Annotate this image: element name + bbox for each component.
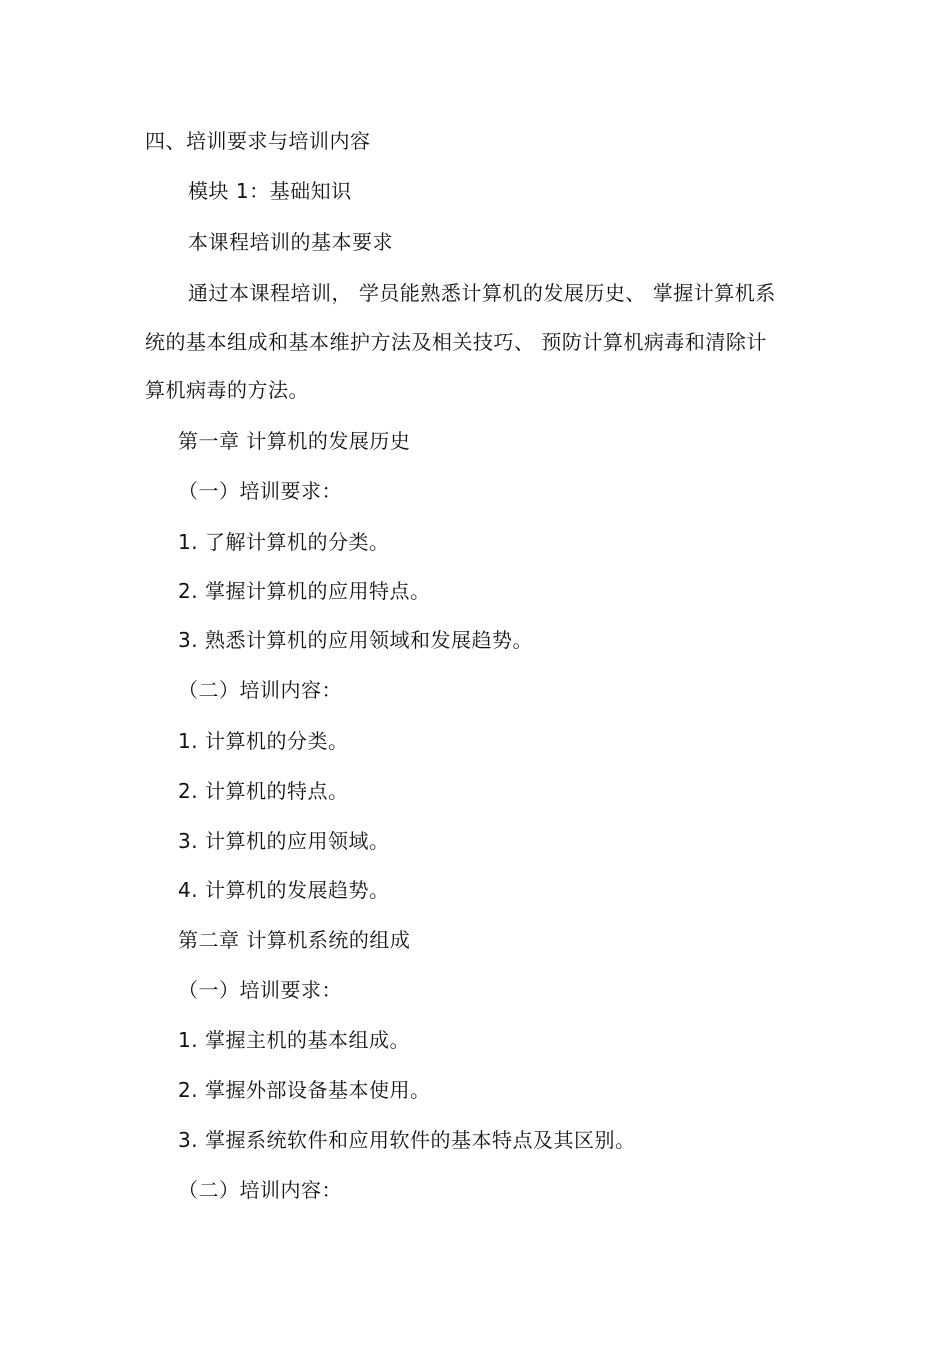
- list-item: 3. 熟悉计算机的应用领域和发展趋势。: [178, 628, 533, 652]
- intro-paragraph-line: 算机病毒的方法。: [145, 378, 309, 402]
- content-heading: （二）培训内容：: [178, 678, 342, 702]
- chapter-title: 第二章 计算机系统的组成: [178, 928, 411, 952]
- chapter-title: 第一章 计算机的发展历史: [178, 429, 411, 453]
- list-item: 2. 掌握计算机的应用特点。: [178, 579, 431, 603]
- requirements-heading: （一）培训要求：: [178, 479, 342, 503]
- basic-requirements-heading: 本课程培训的基本要求: [188, 230, 393, 254]
- list-item: 2. 计算机的特点。: [178, 779, 349, 803]
- list-item: 3. 计算机的应用领域。: [178, 829, 390, 853]
- requirements-heading: （一）培训要求：: [178, 978, 342, 1002]
- intro-paragraph-line: 统的基本组成和基本维护方法及相关技巧、 预防计算机病毒和清除计: [145, 330, 767, 354]
- list-item: 3. 掌握系统软件和应用软件的基本特点及其区别。: [178, 1128, 636, 1152]
- list-item: 4. 计算机的发展趋势。: [178, 878, 390, 902]
- intro-paragraph-line: 通过本课程培训， 学员能熟悉计算机的发展历史、 掌握计算机系: [188, 281, 776, 305]
- list-item: 2. 掌握外部设备基本使用。: [178, 1078, 431, 1102]
- section-heading: 四、培训要求与培训内容: [145, 129, 371, 153]
- list-item: 1. 计算机的分类。: [178, 729, 349, 753]
- module-title: 模块 1：基础知识: [188, 179, 352, 203]
- list-item: 1. 掌握主机的基本组成。: [178, 1028, 410, 1052]
- list-item: 1. 了解计算机的分类。: [178, 530, 390, 554]
- content-heading: （二）培训内容：: [178, 1178, 342, 1202]
